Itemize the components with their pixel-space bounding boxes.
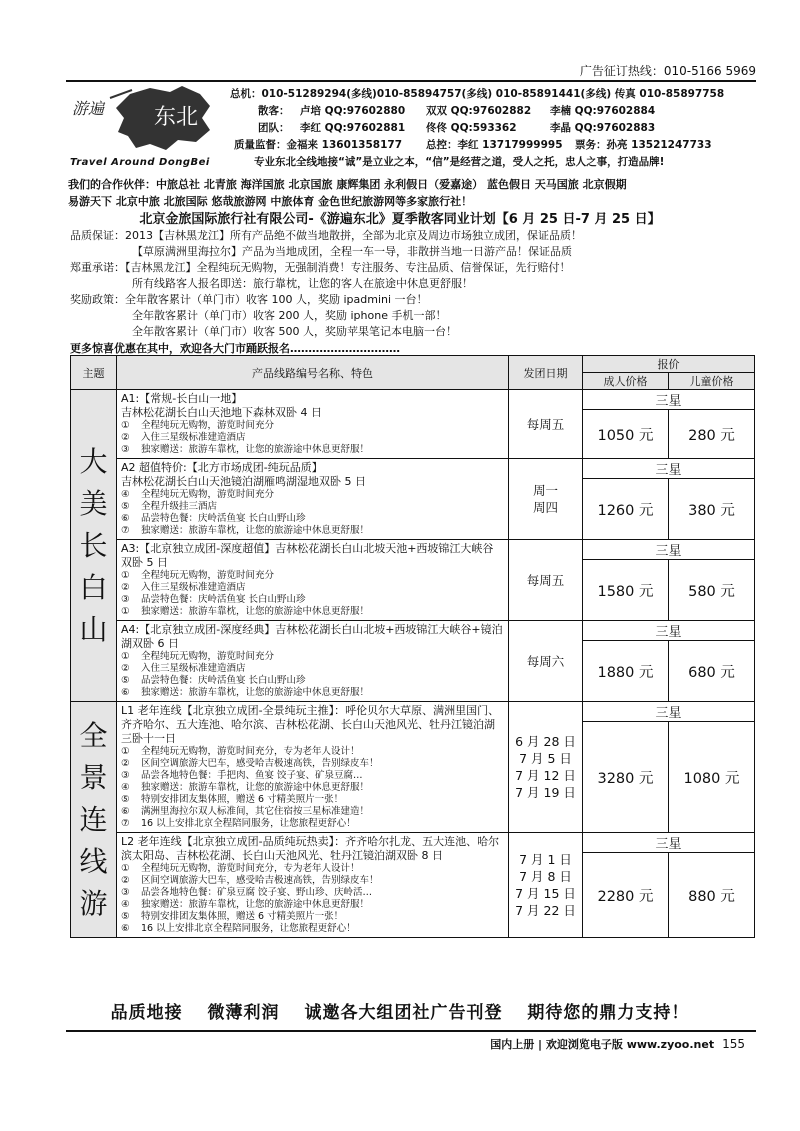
company-title: 北京金旅国际旅行社有限公司-《游遍东北》夏季散客同业计划【6 月 25 日-7 月 25 日】 [139,212,661,227]
feature-text: 全程升级挂三酒店 [141,501,218,512]
feature-number: ④ [121,899,130,910]
feature-number: ① [121,651,130,662]
route-row [71,621,755,641]
feature-number: ⑤ [121,794,130,805]
feature-text: 满洲里海拉尔双人标准间，其它住宿按三星标准建造！ [141,806,370,817]
star-rating: 三星 [583,459,755,479]
feature-text: 品尝各地特色餐：矿泉豆腐 饺子宴、野山珍、庆岭活… [141,887,373,898]
departure-dates [509,459,583,540]
category-char: 长 [79,528,108,562]
feature-number: ① [121,570,130,581]
partners-line-2: 易游天下 北京中旅 北旅国际 悠哉旅游网 中旅体育 金色世纪旅游网等多家旅行社！ [68,195,473,208]
feature-number: ⑥ [121,806,130,817]
departure-date: 周四 [532,500,558,515]
feature-number: ⑤ [121,911,130,922]
logo-text: Travel Around DongBei [70,157,210,168]
category-char: 山 [79,612,108,646]
adult-price: 1880 元 [583,641,669,702]
feature-text: 入住三星级标准建造酒店 [141,663,246,674]
route-feature [121,651,504,663]
route-feature [121,818,504,830]
feature-number: ② [121,663,130,674]
hq-phone: 总机：010-51289294(多线)010-85894757(多线) 010-85891441(多线) 传真 010-85897758 [230,88,725,100]
feature-number: ④ [121,489,130,500]
route-feature [121,875,504,887]
feature-text: 品尝各地特色餐：手把肉、鱼宴 饺子宴、矿泉豆腐… [141,770,363,781]
route-row [71,833,755,853]
child-price: 380 元 [669,479,755,540]
feature-text: 16 以上安排北京全程陪同服务，让您旅程更舒心！ [141,818,356,829]
feature-number: ⑦ [121,525,130,536]
departure-date: 7 月 22 日 [515,903,576,918]
header-adult: 成人价格 [583,373,669,390]
policy-line: 所有线路客人报名即送：旅行靠枕，让您的客人在旅途中休息更舒服！ [132,277,473,290]
general-control: 总控：李红 13717999995 [426,139,563,151]
child-price: 880 元 [669,853,755,938]
route-details [117,390,509,459]
feature-text: 独家赠送：旅游车靠枕，让您的旅游途中休息更舒服！ [141,525,370,536]
feature-number: ② [121,432,130,443]
route-feature [121,794,504,806]
route-feature [121,675,504,687]
departure-dates [509,621,583,702]
feature-number: ③ [121,770,130,781]
route-feature [121,432,504,444]
feature-number: ① [121,746,130,757]
policy-line: 全年散客累计（单门市）收客 200 人，奖励 iphone 手机一部！ [132,309,447,322]
logo-map-icon [70,84,228,156]
feature-number: ② [121,758,130,769]
feature-number: ⑦ [121,818,130,829]
partners [68,176,758,210]
route-feature [121,887,504,899]
feature-text: 特别安排团友集体照，赠送 6 寸精美照片一张！ [141,794,344,805]
feature-number: ② [121,875,130,886]
group-contact-2: 佟佟 QQ:593362 [426,122,517,134]
feature-number: ⑥ [121,513,130,524]
feature-text: 入住三星级标准建造酒店 [141,432,246,443]
route-row [71,540,755,560]
logo [70,84,228,168]
departure-date: 周一 [532,483,558,498]
departure-date: 每周五 [526,572,565,588]
category-char: 线 [79,844,108,878]
feature-text: 区间空调旅游大巴车，感受哈吉极速高铁，告别绿皮车！ [141,875,379,886]
partners-line-1: 我们的合作伙伴：中旅总社 北青旅 海洋国旅 北京国旅 康辉集团 永利假日（爱嘉途） 蓝色假日 天马国旅 北京假期 [68,178,627,191]
feature-text: 独家赠送：旅游车靠枕，让您的旅游途中休息更舒服！ [141,899,370,910]
route-details [117,702,509,833]
feature-number: ⑥ [121,923,130,934]
category-name [71,702,117,938]
feature-number: ③ [121,594,130,605]
feature-number: ① [121,863,130,874]
route-feature [121,863,504,875]
departure-date: 每周六 [526,653,565,669]
route-feature [121,489,504,501]
departure-date: 7 月 1 日 [519,852,572,867]
header-date: 发团日期 [509,356,583,390]
category-char: 全 [79,718,108,752]
route-feature [121,899,504,911]
adult-price: 1580 元 [583,560,669,621]
category-char: 白 [79,570,108,604]
adult-price: 1050 元 [583,410,669,459]
category-char: 连 [79,802,108,836]
feature-text: 全程纯玩无购物，游览时间充分，专为老年人设计！ [141,746,360,757]
route-feature [121,570,504,582]
feature-text: 16 以上安排北京全程陪同服务，让您旅程更舒心！ [141,923,356,934]
route-feature [121,582,504,594]
route-title: A3:【北京独立成团-深度超值】吉林松花湖长白山北坡天池+西坡锦江大峡谷双卧 5 日 [121,542,494,569]
feature-number: ⑤ [121,675,130,686]
route-feature [121,513,504,525]
route-subtitle: 吉林松花湖长白山天池镜泊湖雁鸣湖湿地双卧 5 日 [121,475,366,488]
slogan-part: 期待您的鼎力支持！ [527,1003,690,1023]
feature-number: ⑥ [121,687,130,698]
feature-text: 全程纯玩无购物，游览时间充分 [141,489,275,500]
category-char: 大 [79,444,108,478]
route-feature [121,782,504,794]
svg-text:东北: 东北 [154,105,199,130]
departure-date: 7 月 5 日 [519,751,572,766]
route-feature [121,758,504,770]
feature-text: 入住三星级标准建造酒店 [141,582,246,593]
routes-table [70,355,755,938]
child-price: 1080 元 [669,722,755,833]
route-feature [121,606,504,618]
route-details [117,540,509,621]
route-row [71,702,755,722]
retail-contact-1: 卢培 QQ:97602880 [300,105,406,117]
slogan-part: 诚邀各大组团社广告刊登 [304,1003,503,1023]
route-title: A2 超值特价:【北方市场成团-纯玩品质】 [121,461,323,474]
departure-dates [509,833,583,938]
footer-text: 国内上册 | 欢迎浏览电子版 www.zyoo.net [490,1038,715,1051]
route-details [117,621,509,702]
route-feature [121,770,504,782]
header-quote: 报价 [583,356,755,373]
departure-date: 7 月 15 日 [515,886,576,901]
route-feature [121,746,504,758]
header-theme: 主题 [71,356,117,390]
route-feature [121,444,504,456]
departure-date: 7 月 19 日 [515,785,576,800]
route-feature [121,501,504,513]
star-rating: 三星 [583,833,755,853]
adult-price: 3280 元 [583,722,669,833]
feature-text: 独家赠送：旅游车靠枕，让您的旅游途中休息更舒服！ [141,606,370,617]
route-details [117,833,509,938]
routes-body [71,390,755,938]
svg-text:游遍: 游遍 [72,99,105,118]
policy-line: 【草原满洲里海拉尔】产品为当地成团，全程一车一导，非散拼当地一日游产品！保证品质 [132,245,572,258]
adult-price: 1260 元 [583,479,669,540]
retail-contact-3: 李楠 QQ:97602884 [550,105,656,117]
feature-text: 特别安排团友集体照，赠送 6 寸精美照片一张！ [141,911,344,922]
group-contact-1: 李红 QQ:97602881 [300,122,406,134]
feature-number: ① [121,420,130,431]
departure-dates [509,540,583,621]
adult-price: 2280 元 [583,853,669,938]
policy-line: 品质保证：2013【吉林黑龙江】所有产品绝不做当地散拼，全部为北京及周边市场独立成团，保证品质！ [70,229,582,242]
feature-text: 品尝特色餐：庆岭活鱼宴 长白山野山珍 [141,594,306,605]
slogan-part: 品质地接 [110,1003,183,1023]
route-feature [121,420,504,432]
retail-label: 散客： [258,105,290,117]
feature-text: 品尝特色餐：庆岭活鱼宴 长白山野山珍 [141,513,306,524]
feature-text: 全程纯玩无购物，游览时间充分 [141,570,275,581]
star-rating: 三星 [583,540,755,560]
policy-block [70,228,760,340]
route-feature [121,911,504,923]
route-title: A1:【常规-长白山一地】 [121,392,243,405]
more-offers: 更多惊喜优惠在其中，欢迎各大门市踊跃报名………………………… [70,342,400,355]
policy-line: 奖励政策：全年散客累计（单门市）收客 100 人，奖励 ipadmini 一台！ [70,293,428,306]
feature-text: 品尝特色餐：庆岭活鱼宴 长白山野山珍 [141,675,306,686]
category-char: 景 [79,760,108,794]
feature-text: 全程纯玩无购物，游览时间充分 [141,651,275,662]
route-feature [121,525,504,537]
bottom-rule [66,1030,756,1032]
category-name [71,390,117,702]
route-details [117,459,509,540]
feature-number: ③ [121,887,130,898]
route-row [71,390,755,410]
departure-dates [509,390,583,459]
route-feature [121,663,504,675]
policy-line: 郑重承诺：【吉林黑龙江】全程纯玩无购物，无强制消费！专注服务、专注品质、信誉保证，先行赔付！ [70,261,571,274]
route-title: L2 老年连线【北京独立成团-品质纯玩热卖】：齐齐哈尔扎龙、五大连池、哈尔滨太阳岛、吉林松花湖、长白山天池风光、牡丹江镜泊湖双卧 8 日 [121,835,500,862]
category-char: 游 [79,886,108,920]
ad-hotline: 广告征订热线：010-5166 5969 [579,64,756,78]
route-feature [121,687,504,699]
slogan-part: 微薄利润 [207,1003,280,1023]
departure-dates [509,702,583,833]
feature-text: 全程纯玩无购物，游览时间充分，专为老年人设计！ [141,863,360,874]
child-price: 280 元 [669,410,755,459]
group-label: 团队： [258,122,290,134]
route-feature [121,806,504,818]
route-feature [121,923,504,935]
child-price: 680 元 [669,641,755,702]
category-char: 美 [79,486,108,520]
feature-number: ④ [121,782,130,793]
departure-date: 每周五 [526,416,565,432]
route-title: L1 老年连线【北京独立成团-全景纯玩主推】：呼伦贝尔大草原、满洲里国门、齐齐哈尔、五大连池、哈尔滨、吉林松花湖、长白山天池风光、牡丹江镜泊湖三卧十一日 [121,704,500,745]
top-rule [66,80,756,82]
route-row [71,459,755,479]
quality-supervisor: 质量监督：金福来 13601358177 [234,139,403,151]
slogan [0,998,800,1023]
departure-date: 7 月 8 日 [519,869,572,884]
feature-number: ② [121,582,130,593]
group-contact-3: 李晶 QQ:97602883 [550,122,656,134]
contacts-block [230,86,765,171]
feature-text: 独家赠送：旅游车靠枕，让您的旅游途中休息更舒服！ [141,782,370,793]
route-title: A4:【北京独立成团-深度经典】吉林松花湖长白山北坡+西坡锦江大峡谷+镜泊湖双卧 6 日 [121,623,503,650]
header-route: 产品线路编号名称、特色 [117,356,509,390]
header-child: 儿童价格 [669,373,755,390]
child-price: 580 元 [669,560,755,621]
departure-date: 7 月 12 日 [515,768,576,783]
route-subtitle: 吉林松花湖长白山天池地下森林双卧 4 日 [121,406,322,419]
feature-number: ⑤ [121,501,130,512]
footer [490,1036,745,1052]
ticketing: 票务：孙亮 13521247733 [575,139,712,151]
feature-text: 独家赠送：旅游车靠枕，让您的旅游途中休息更舒服！ [141,687,370,698]
policy-line: 全年散客累计（单门市）收客 500 人，奖励苹果笔记本电脑一台！ [132,325,457,338]
page-number: 155 [722,1037,745,1051]
retail-contact-2: 双双 QQ:97602882 [426,105,532,117]
route-feature [121,594,504,606]
star-rating: 三星 [583,390,755,410]
feature-text: 区间空调旅游大巴车，感受哈吉极速高铁，告别绿皮车！ [141,758,379,769]
star-rating: 三星 [583,621,755,641]
feature-number: ③ [121,444,130,455]
feature-text: 全程纯玩无购物，游览时间充分 [141,420,275,431]
departure-date: 6 月 28 日 [515,734,576,749]
star-rating: 三星 [583,702,755,722]
feature-number: ① [121,606,130,617]
motto: 专业东北全线地接“诚”是立业之本，“信”是经营之道，受人之托，忠人之事，打造品牌! [254,156,665,168]
feature-text: 独家赠送：旅游车靠枕，让您的旅游途中休息更舒服！ [141,444,370,455]
